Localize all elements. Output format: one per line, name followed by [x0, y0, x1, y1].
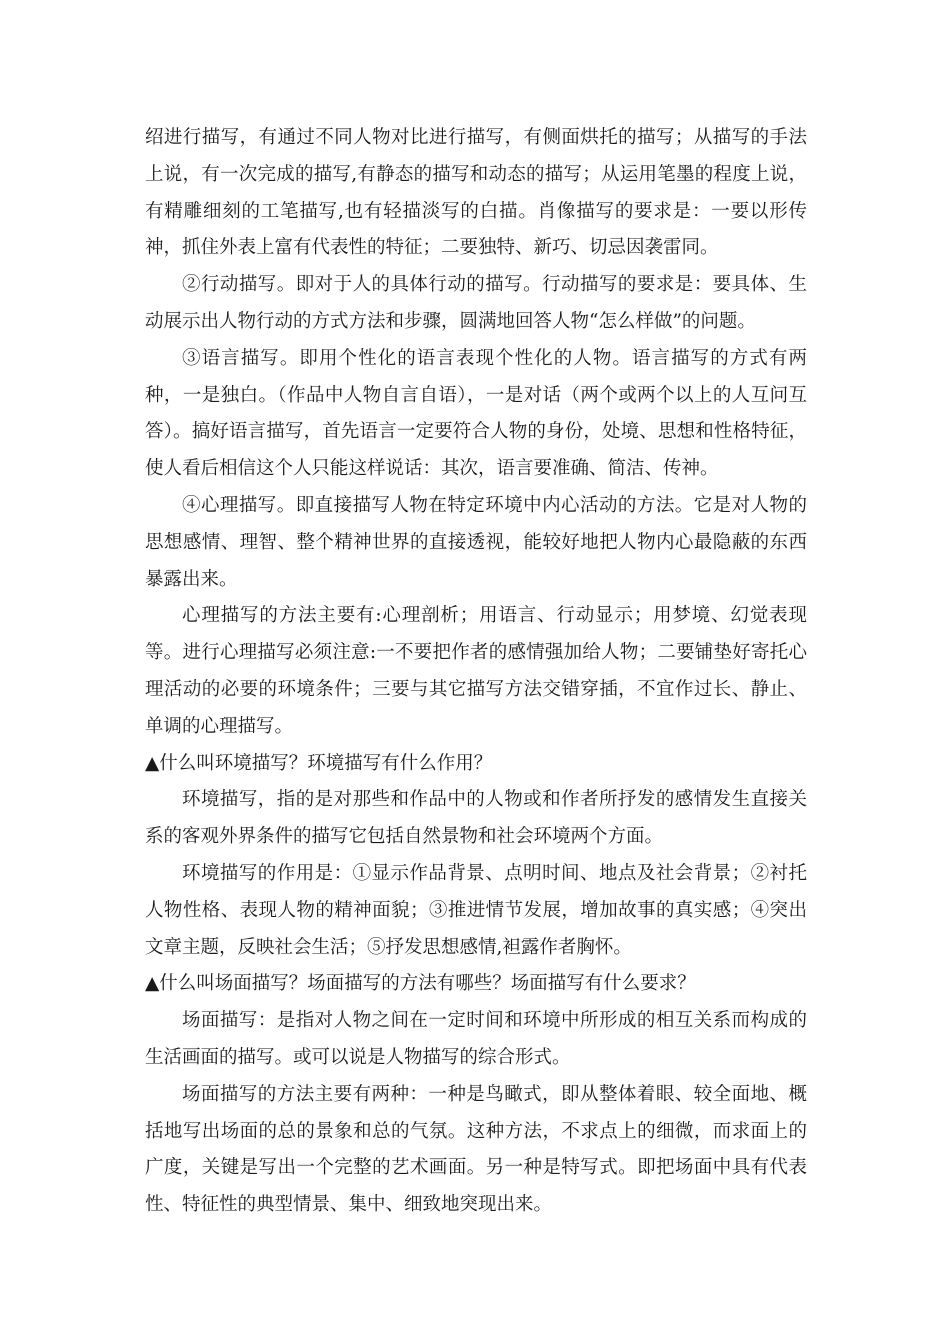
- paragraph-action-description: ②行动描写。即对于人的具体行动的描写。行动描写的要求是：要具体、生动展示出人物行动的方式方法和步骤，圆满地回答人物“怎么样做”的问题。: [145, 274, 807, 332]
- paragraph-portrait-continuation: 绍进行描写，有通过不同人物对比进行描写，有侧面烘托的描写；从描写的手法上说，有一次完成的描写,有静态的描写和动态的描写；从运用笔墨的程度上说，有精雕细刻的工笔描写,也有轻描淡写的白描。肖像描写的要求是：一要以形传神，抓住外表上富有代表性的特征；二要独特、新巧、切忌因袭雷同。: [145, 127, 807, 259]
- paragraph-psychological-description: ④心理描写。即直接描写人物在特定环境中内心活动的方法。它是对人物的思想感情、理智、整个精神世界的直接透视，能较好地把人物内心最隐蔽的东西暴露出来。: [145, 494, 807, 590]
- heading-environment-question: ▲什么叫环境描写？环境描写有什么作用？: [145, 752, 493, 774]
- paragraph-scene-methods: 场面描写的方法主要有两种：一种是鸟瞰式，即从整体着眼、较全面地、概括地写出场面的总的景象和总的气氛。这种方法，不求点上的细微，而求面上的广度，关键是写出一个完整的艺术画面。另一种是特写式。即把场面中具有代表性、特征性的典型情景、集中、细致地突现出来。: [145, 1083, 807, 1216]
- paragraph-environment-definition: 环境描写，指的是对那些和作品中的人物或和作者所抒发的感情发生直接关系的客观外界条件的描写它包括自然景物和社会环境两个方面。: [145, 789, 807, 848]
- paragraph-scene-definition: 场面描写：是指对人物之间在一定时间和环境中所形成的相互关系而构成的生活画面的描写。或可以说是人物描写的综合形式。: [145, 1010, 807, 1068]
- heading-scene-question: ▲什么叫场面描写？场面描写的方法有哪些？场面描写有什么要求？: [145, 973, 696, 995]
- paragraph-language-description: ③语言描写。即用个性化的语言表现个性化的人物。语言描写的方式有两种，一是独白。（作品中人物自言自语），一是对话（两个或两个以上的人互问互答）。搞好语言描写，首先语言一定要符合人物的身份，处境、思想和性格特征，使人看后相信这个人只能这样说话：其次，语言要准确、简洁、传神。: [145, 347, 807, 480]
- document-body: [145, 120, 807, 1224]
- paragraph-psychological-methods: 心理描写的方法主要有:心理剖析；用语言、行动显示；用梦境、幻觉表现等。进行心理描写必须注意:一不要把作者的感情强加给人物；二要铺垫好寄托心理活动的必要的环境条件；三要与其它描写方法交错穿插，不宜作过长、静止、单调的心理描写。: [145, 605, 807, 737]
- paragraph-environment-functions: 环境描写的作用是：①显示作品背景、点明时间、地点及社会背景；②衬托人物性格、表现人物的精神面貌；③推进情节发展，增加故事的真实感；④突出文章主题，反映社会生活；⑤抒发思想感情,袒露作者胸怀。: [145, 862, 807, 958]
